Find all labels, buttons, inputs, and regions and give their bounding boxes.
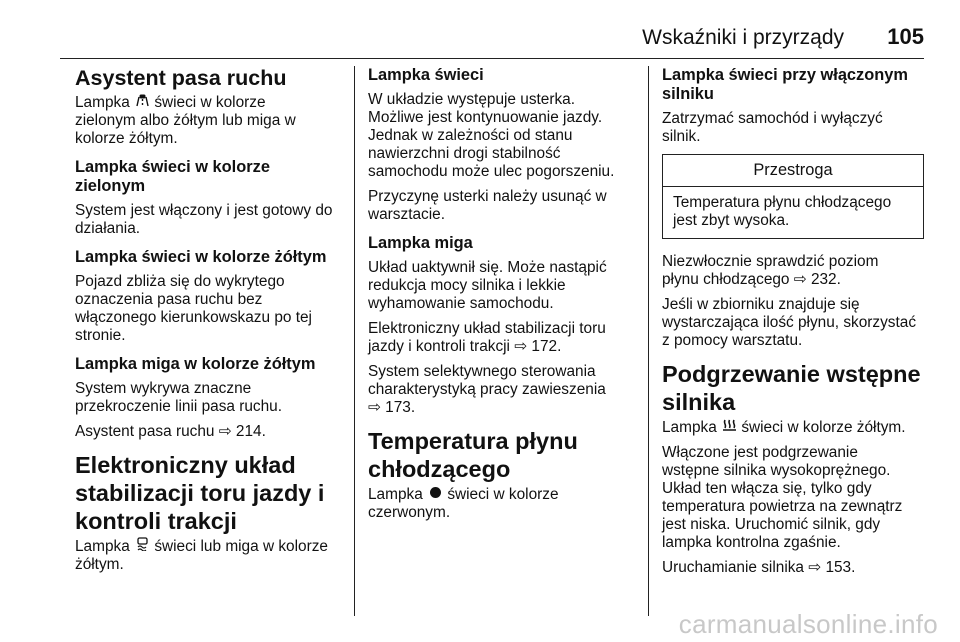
paragraph-engine: Zatrzymać samochód i wyłączyć silnik. [662,110,883,145]
paragraph-glow-2: Włączone jest podgrzewanie wstępne silnika wysokoprężnego. Układ ten włącza się, tylko gdy temperatura powietrza na zewnątrz jest niska. Uruchomić silnik, gdy lampka kontrolna zgaśnie. [662,444,903,551]
heading-lamp-lit: Lampka świeci [368,66,484,84]
paragraph-coolant-lamp: Lampka świeci w kolorze czerwonym. [368,486,559,521]
caution-title: Przestroga [663,155,923,187]
paragraph-yellow: Pojazd zbliża się do wykrytego oznaczenia pasa ruchu bez włączonego kierunkowskazu po tej stronie. [75,273,312,344]
watermark: carmanualsonline.info [678,609,938,639]
heading-coolant-temp: Temperatura płynu chłodzącego [368,428,578,482]
caution-text: Temperatura płynu chłodzącego jest zbyt wysoka. [673,194,892,229]
column-1 [75,66,350,581]
paragraph-check-coolant: Niezwłocznie sprawdzić poziom płynu chłodzącego ⇨ 232. [662,253,879,288]
page-header [60,24,924,52]
esc-icon [134,537,150,555]
coolant-dot-icon [427,485,443,503]
heading-lamp-blink: Lampka miga [368,234,473,252]
paragraph-tank: Jeśli w zbiorniku znajduje się wystarczająca ilość płynu, skorzystać z pomocy warsztatu. [662,296,917,349]
heading-lane-assist: Asystent pasa ruchu [75,66,287,90]
page-number: 105 [887,24,924,49]
paragraph-lit-2: Przyczynę usterki należy usunąć w warsztacie. [368,188,607,223]
glow-plug-icon [721,418,737,436]
header-rule [60,58,924,59]
header-title: Wskaźniki i przyrządy [642,26,844,49]
column-3 [662,66,924,584]
paragraph-blink-3: System selektywnego sterowania charakterystyką pracy zawieszenia ⇨ 173. [368,363,606,416]
paragraph-lane-lamp: Lampka świeci w kolorze zielonym albo żółtym lub miga w kolorze żółtym. [75,94,296,147]
paragraph-glow-3: Uruchamianie silnika ⇨ 153. [662,559,856,576]
heading-glow-plug: Podgrzewanie wstępne silnika [662,361,921,415]
paragraph-lit-1: W układzie występuje usterka. Możliwe jest kontynuowanie jazdy. Jednak w zależności od stanu nawierzchni drogi stabilność samochodu może ulec pogorszeniu. [368,91,615,180]
reference-lane-assist: Asystent pasa ruchu ⇨ 214. [75,423,266,440]
lane-assist-icon [134,93,150,111]
heading-lamp-engine-on: Lampka świeci przy włączonym silniku [662,66,908,103]
paragraph-blink-1: Układ uaktywnił się. Może nastąpić redukcja mocy silnika i lekkie wyhamowanie samochodu. [368,259,607,312]
caution-box [662,154,924,239]
heading-lamp-green: Lampka świeci w kolorze zielonym [75,158,270,195]
paragraph-green: System jest włączony i jest gotowy do działania. [75,202,333,237]
paragraph-glow-lamp: Lampka świeci w kolorze żółtym. [662,419,906,436]
paragraph-blink-2: Elektroniczny układ stabilizacji toru jazdy i kontroli trakcji ⇨ 172. [368,320,606,355]
column-divider [648,66,649,616]
paragraph-esc-lamp: Lampka świeci lub miga w kolorze żółtym. [75,538,328,573]
paragraph-blink: System wykrywa znaczne przekroczenie linii pasa ruchu. [75,380,283,415]
heading-esc: Elektroniczny układ stabilizacji toru jazdy i kontroli trakcji [75,452,325,534]
heading-lamp-blink-yellow: Lampka miga w kolorze żółtym [75,355,316,373]
column-2 [368,66,630,529]
heading-lamp-yellow: Lampka świeci w kolorze żółtym [75,248,327,266]
column-divider [354,66,355,616]
